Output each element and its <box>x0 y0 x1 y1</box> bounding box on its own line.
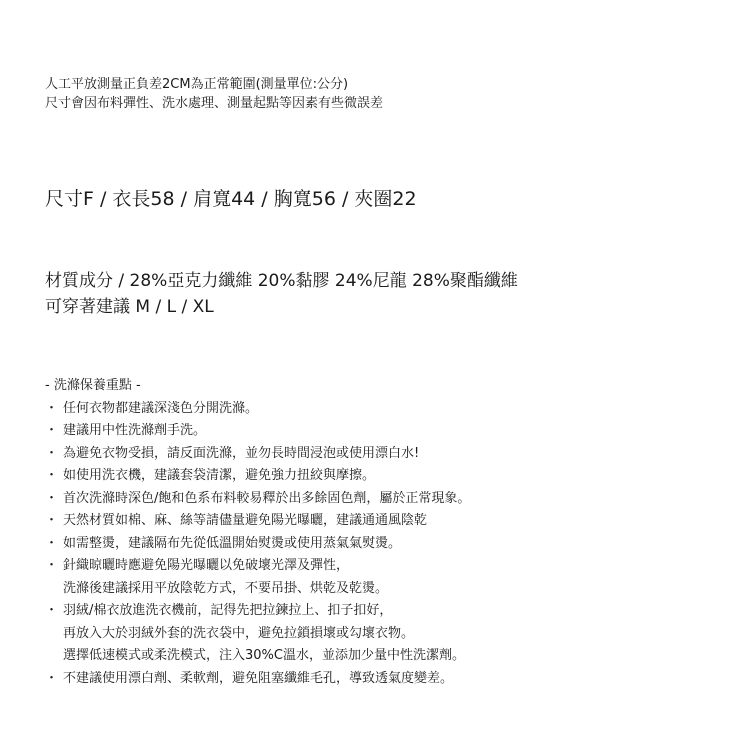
material-section <box>45 268 518 320</box>
care-item-line: 建議用中性洗滌劑手洗。 <box>63 423 207 438</box>
bullet-mark: ・ <box>45 558 59 573</box>
care-item <box>45 443 470 466</box>
care-item-text <box>63 555 388 600</box>
measurement-note-line: 尺寸會因布料彈性、洗水處理、測量起點等因素有些微誤差 <box>45 96 384 111</box>
bullet-mark: ・ <box>45 400 59 416</box>
bullet-mark: ・ <box>45 603 59 618</box>
bullet-mark: ・ <box>45 670 59 686</box>
care-item <box>45 398 470 421</box>
care-item-line: 選擇低速模式或柔洗模式，注入30%C溫水，並添加少量中性洗潔劑。 <box>63 648 465 663</box>
care-item-text <box>63 510 427 533</box>
care-item-text <box>63 420 206 443</box>
care-item-line: 如使用洗衣機，建議套袋清潔，避免強力扭絞與摩擦。 <box>63 468 376 483</box>
material-composition: 材質成分 / 28%亞克力纖維 20%黏膠 24%尼龍 28%聚酯纖維 <box>45 271 518 291</box>
care-item <box>45 668 470 691</box>
care-item <box>45 510 470 533</box>
measurement-note <box>45 75 383 113</box>
measurement-note-line: 人工平放測量正負差2CM為正常範圍(測量單位:公分) <box>45 77 349 92</box>
bullet-mark: ・ <box>45 513 59 528</box>
care-item-line: 為避免衣物受損，請反面洗滌，並勿長時間浸泡或使用漂白水! <box>63 445 420 461</box>
bullet-mark: ・ <box>45 445 59 461</box>
care-item-line: 首次洗滌時深色/飽和色系布料較易釋於出多餘固色劑，屬於正常現象。 <box>63 490 471 506</box>
care-item <box>45 555 470 600</box>
bullet-mark: ・ <box>45 468 59 483</box>
care-item-text <box>63 533 401 556</box>
care-item <box>45 533 470 556</box>
care-item-text <box>63 443 419 466</box>
care-item-text <box>63 488 470 511</box>
care-item-line: 羽絨/棉衣放進洗衣機前，記得先把拉鍊拉上、扣子扣好， <box>63 603 393 618</box>
care-item-text <box>63 465 375 488</box>
care-item-line: 針織晾曬時應避免陽光曝曬以免破壞光澤及彈性， <box>63 558 350 573</box>
care-item-text <box>63 600 465 668</box>
care-title: - 洗滌保養重點 - <box>45 378 141 393</box>
suggested-sizes: 可穿著建議 M / L / XL <box>45 297 214 317</box>
care-item-line: 天然材質如棉、麻、絲等請儘量避免陽光曝曬，建議通通風陰乾 <box>63 513 428 528</box>
care-item-line: 任何衣物都建議深淺色分開洗滌。 <box>63 400 259 416</box>
care-section <box>45 375 470 690</box>
bullet-mark: ・ <box>45 423 59 438</box>
care-item-line: 如需整燙，建議隔布先從低溫開始熨燙或使用蒸氣氣熨燙。 <box>63 535 402 551</box>
bullet-mark: ・ <box>45 535 59 551</box>
care-item-line: 再放入大於羽絨外套的洗衣袋中，避免拉鎖損壞或勾壞衣物。 <box>63 625 415 641</box>
bullet-mark: ・ <box>45 490 59 506</box>
size-spec: 尺寸F / 衣長58 / 肩寬44 / 胸寬56 / 夾圈22 <box>45 188 417 210</box>
care-item-text <box>63 668 453 691</box>
care-item <box>45 420 470 443</box>
care-list <box>45 398 470 691</box>
care-item <box>45 600 470 668</box>
care-item <box>45 488 470 511</box>
care-item-line: 洗滌後建議採用平放陰乾方式，不要吊掛、烘乾及乾燙。 <box>63 580 389 596</box>
care-item <box>45 465 470 488</box>
care-item-line: 不建議使用漂白劑、柔軟劑，避免阻塞纖維毛孔，導致透氣度變差。 <box>63 670 454 686</box>
care-item-text <box>63 398 258 421</box>
